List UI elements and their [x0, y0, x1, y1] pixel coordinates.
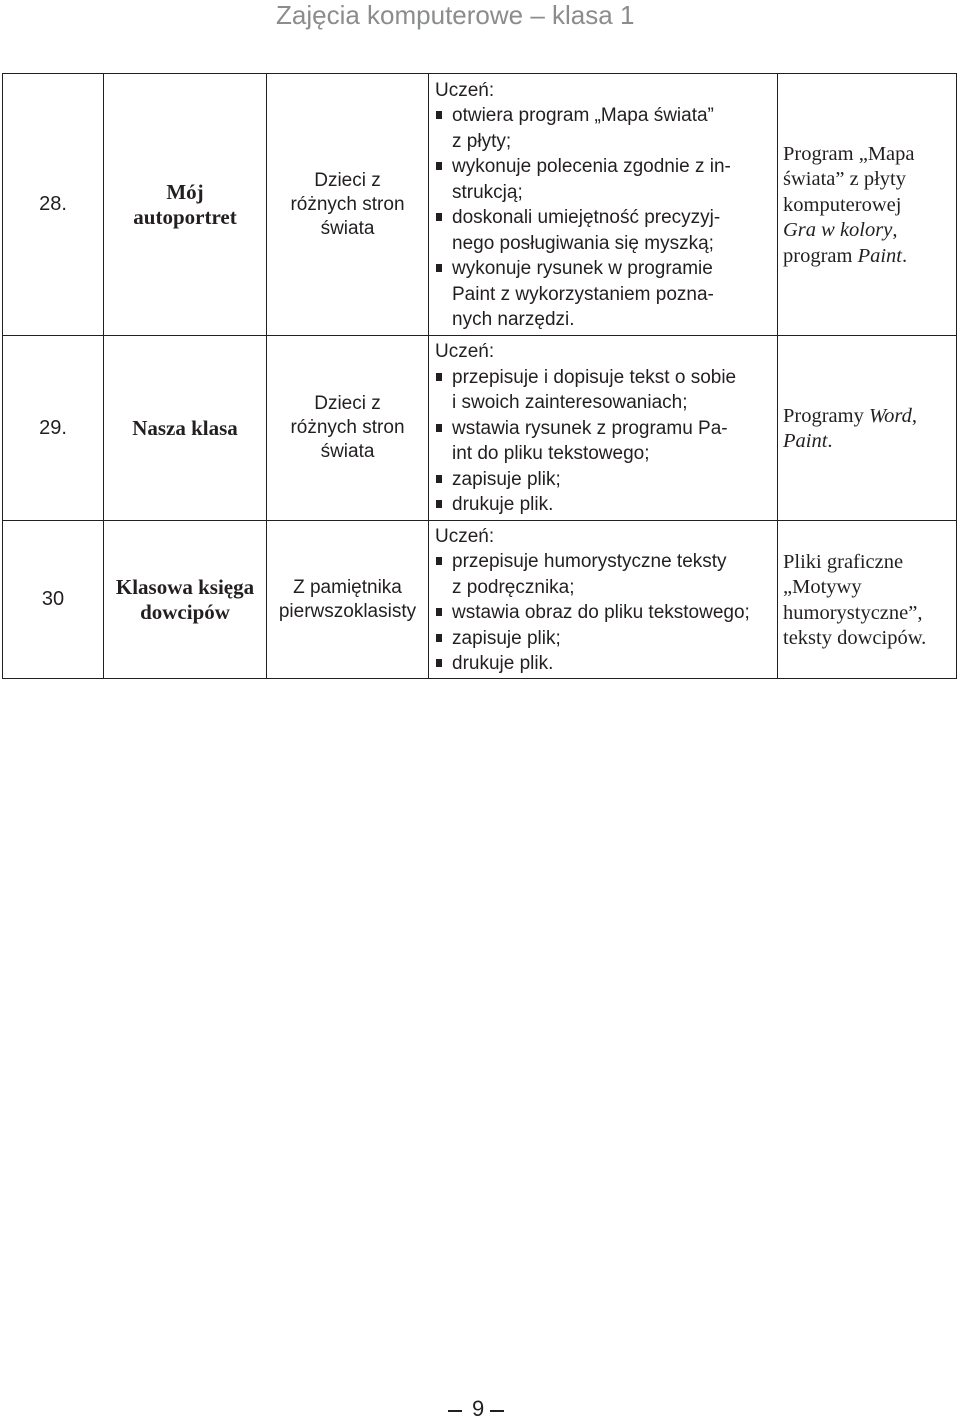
objective-line: zapisuje plik;	[452, 627, 561, 649]
lesson-number: 30	[41, 588, 65, 610]
program-name: Gra w kolory	[783, 219, 893, 242]
textbook-source-cell	[267, 521, 429, 679]
punctuation: .	[902, 244, 908, 267]
textbook-source-cell	[267, 336, 429, 521]
objective-line: wstawia obraz do pliku tekstowego;	[452, 602, 750, 623]
page-footer	[0, 1396, 960, 1422]
materials-cell	[778, 74, 957, 336]
punctuation: ,	[911, 404, 918, 427]
table-row	[3, 336, 957, 521]
materials-line: teksty dowcipów.	[783, 627, 927, 649]
punctuation: ,	[892, 219, 898, 242]
materials-line: „Motywy	[783, 576, 862, 598]
textbook-source-line: różnych stron	[290, 193, 405, 215]
objective-line: przepisuje humorystyczne teksty	[452, 551, 727, 572]
page-header	[0, 0, 960, 32]
materials-cell	[778, 336, 957, 521]
lesson-number: 29.	[39, 416, 67, 439]
objective-line: wstawia rysunek z programu Pa-	[452, 417, 728, 439]
objective-item	[435, 154, 773, 205]
textbook-source-line: Dzieci z	[314, 393, 381, 414]
table-row	[3, 74, 957, 336]
materials-line	[783, 218, 952, 244]
objective-line: nego posługiwania się myszką;	[452, 232, 714, 254]
punctuation: .	[827, 430, 833, 452]
footer-dash-right	[490, 1410, 504, 1412]
materials-line: Pliki graficzne	[783, 550, 904, 573]
lesson-topic-line: Nasza klasa	[132, 415, 238, 440]
objective-line: z płyty;	[452, 130, 512, 152]
objectives-cell	[429, 336, 778, 521]
lesson-topic-cell	[104, 521, 267, 679]
objective-line: zapisuje plik;	[452, 468, 561, 490]
lesson-topic-cell	[104, 336, 267, 521]
objective-item	[435, 549, 773, 600]
lesson-topic-line: Mój	[166, 179, 204, 204]
lesson-topic-line: autoportret	[133, 204, 237, 229]
textbook-source-line: świata	[320, 217, 375, 239]
objective-line: wykonuje rysunek w programie	[452, 258, 713, 279]
page-title: Zajęcia komputerowe – klasa 1	[276, 0, 635, 30]
materials-text: program	[783, 244, 858, 267]
objective-line: z podręcznika;	[452, 576, 575, 598]
textbook-source-line: pierwszoklasisty	[278, 600, 417, 622]
objective-item	[435, 365, 773, 416]
objective-line: int do pliku tekstowego;	[452, 443, 650, 465]
lesson-table	[2, 73, 957, 679]
objective-line: doskonali umiejętność precyzyj-	[452, 207, 721, 228]
textbook-source-line: świata	[320, 441, 375, 462]
textbook-source-line: różnych stron	[290, 417, 405, 438]
objectives-heading: Uczeń:	[435, 525, 495, 547]
textbook-source-line: Z pamiętnika	[293, 576, 402, 598]
objective-line: otwiera program „Mapa świata”	[452, 105, 714, 126]
objective-line: nych narzędzi.	[452, 309, 575, 330]
objectives-cell	[429, 74, 778, 336]
materials-text: Programy	[783, 404, 869, 427]
objective-item	[435, 651, 773, 677]
objective-line: strukcją;	[452, 181, 523, 203]
lesson-topic-line: Klasowa księga	[115, 574, 255, 599]
lesson-number-cell	[3, 74, 104, 336]
page-number: 9	[472, 1396, 485, 1421]
materials-cell	[778, 521, 957, 679]
materials-line	[783, 244, 952, 270]
objective-item	[435, 205, 773, 256]
objective-item	[435, 256, 773, 333]
program-name: Paint	[857, 244, 902, 267]
textbook-source-line: Dzieci z	[314, 169, 381, 191]
objective-item	[435, 416, 773, 467]
lesson-number: 28.	[39, 193, 67, 215]
objective-item	[435, 467, 773, 493]
objective-item	[435, 103, 773, 154]
footer-dash-left	[448, 1410, 462, 1412]
textbook-source-cell	[267, 74, 429, 336]
objectives-cell	[429, 521, 778, 679]
objective-item	[435, 492, 773, 518]
materials-line: humorystyczne”,	[783, 601, 923, 624]
objective-item	[435, 600, 773, 626]
objective-line: przepisuje i dopisuje tekst o sobie	[452, 366, 737, 388]
materials-line: świata” z płyty	[783, 168, 906, 191]
lesson-number-cell	[3, 521, 104, 679]
lesson-topic-line: dowcipów	[140, 599, 230, 624]
program-name: Paint	[783, 430, 828, 452]
objectives-heading: Uczeń:	[435, 341, 495, 363]
program-name: Word	[868, 404, 912, 427]
objective-line: drukuje plik.	[452, 494, 554, 516]
materials-line: komputerowej	[783, 193, 902, 216]
objective-item	[435, 626, 773, 652]
objective-line: drukuje plik.	[452, 653, 554, 674]
objective-line: Paint z wykorzystaniem pozna-	[452, 283, 714, 305]
lesson-topic-cell	[104, 74, 267, 336]
objectives-heading: Uczeń:	[435, 79, 495, 101]
objective-line: i swoich zainteresowaniach;	[452, 392, 688, 414]
materials-line: Program „Mapa	[783, 142, 915, 165]
lesson-number-cell	[3, 336, 104, 521]
materials-line	[783, 404, 952, 430]
materials-line	[783, 429, 952, 455]
table-row	[3, 521, 957, 679]
objective-line: wykonuje polecenia zgodnie z in-	[452, 156, 731, 177]
